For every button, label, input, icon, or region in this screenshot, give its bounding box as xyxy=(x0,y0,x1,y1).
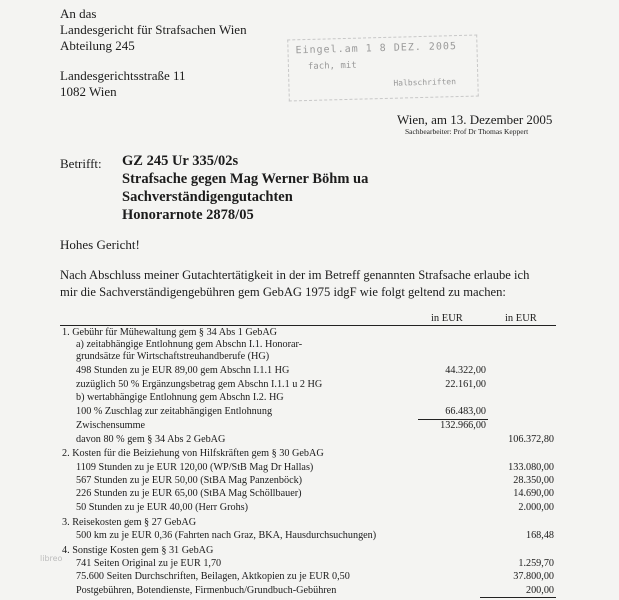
table-cell-col2: 168,48 xyxy=(525,530,554,541)
final-rule xyxy=(480,597,556,598)
watermark: libreo xyxy=(40,554,63,563)
table-row-text: 75.600 Seiten Durchschriften, Beilagen, Aktkopien zu je EUR 0,50 xyxy=(76,571,350,582)
clerk-line: Sachbearbeiter: Prof Dr Thomas Keppert xyxy=(405,127,529,136)
col2-header: in EUR xyxy=(505,313,537,324)
address-line-2: Landesgericht für Strafsachen Wien xyxy=(60,22,247,37)
subject-line-3: Sachverständigengutachten xyxy=(122,189,293,205)
table-row-text: 100 % Zuschlag zur zeitabhängigen Entlohnung xyxy=(76,406,273,417)
subject-line-2: Strafsache gegen Mag Werner Böhm ua xyxy=(122,171,369,187)
address-line-4: Landesgerichtsstraße 11 xyxy=(60,68,186,83)
table-cell-col1: 44.322,00 xyxy=(445,365,486,376)
table-cell-col2: 133.080,00 xyxy=(508,462,554,473)
table-row-text: 498 Stunden zu je EUR 89,00 gem Abschn I.1.1 HG xyxy=(76,365,290,376)
table-row-text: b) wertabhängige Entlohnung gem Abschn I.2. HG xyxy=(76,392,284,403)
subject-line-4: Honorarnote 2878/05 xyxy=(122,207,254,223)
table-row-text: zuzüglich 50 % Ergänzungsbetrag gem Abschn I.1.1 u 2 HG xyxy=(76,379,323,390)
table-row-text: grundsätze für Wirtschaftstreuhandberufe (HG) xyxy=(76,351,270,362)
table-row-text: 500 km zu je EUR 0,36 (Fahrten nach Graz, BKA, Hausdurchsuchungen) xyxy=(76,530,377,541)
table-row-text: Zwischensumme xyxy=(76,420,146,431)
subject-line-1: GZ 245 Ur 335/02s xyxy=(122,153,239,169)
place-date: Wien, am 13. Dezember 2005 xyxy=(397,112,553,127)
table-cell-col2: 1.259,70 xyxy=(518,558,554,569)
table-row-text: Postgebühren, Botendienste, Firmenbuch/Grundbuch-Gebühren xyxy=(76,585,337,596)
subject-label: Betrifft: xyxy=(60,156,102,171)
table-row-text: 3. Reisekosten gem § 27 GebAG xyxy=(62,517,197,528)
table-cell-col1: 22.161,00 xyxy=(445,379,486,390)
address-line-1: An das xyxy=(60,6,97,21)
table-cell-col2: 14.690,00 xyxy=(513,488,554,499)
intro-line-2: mir die Sachverständigengebühren gem GebAG 1975 idgF wie folgt geltend zu machen: xyxy=(60,285,506,299)
table-cell-col2: 28.350,00 xyxy=(513,475,554,486)
table-row-text: 567 Stunden zu je EUR 50,00 (StBA Mag Panzenböck) xyxy=(76,475,303,486)
table-cell-col1: 132.966,00 xyxy=(440,420,486,431)
table-row-text: 2. Kosten für die Beiziehung von Hilfskräften gem § 30 GebAG xyxy=(62,448,324,459)
table-row-text: 741 Seiten Original zu je EUR 1,70 xyxy=(76,558,222,569)
table-row-text: 226 Stunden zu je EUR 65,00 (StBA Mag Schöllbauer) xyxy=(76,488,302,499)
stamp-line-1: Eingel.am 1 8 DEZ. 2005 xyxy=(295,41,458,57)
table-cell-col2: 37.800,00 xyxy=(513,571,554,582)
col1-header: in EUR xyxy=(431,313,463,324)
address-line-5: 1082 Wien xyxy=(60,84,117,99)
table-row-text: davon 80 % gem § 34 Abs 2 GebAG xyxy=(76,434,226,445)
table-header-rule xyxy=(60,325,556,326)
table-cell-col2: 2.000,00 xyxy=(518,502,554,513)
address-line-3: Abteilung 245 xyxy=(60,38,135,53)
table-row-text: 50 Stunden zu je EUR 40,00 (Herr Grohs) xyxy=(76,502,249,513)
table-cell-col2: 200,00 xyxy=(525,585,554,596)
table-row-text: 1. Gebühr für Mühewaltung gem § 34 Abs 1 GebAG xyxy=(62,327,278,338)
stamp-line-3: Halbschriften xyxy=(393,77,457,88)
received-stamp xyxy=(287,35,479,102)
table-cell-col1: 66.483,00 xyxy=(445,406,486,417)
stamp-line-2: fach, mit xyxy=(307,60,357,72)
table-row-text: 1109 Stunden zu je EUR 120,00 (WP/StB Mag Dr Hallas) xyxy=(76,462,314,473)
salutation: Hohes Gericht! xyxy=(60,237,140,252)
table-cell-col2: 106.372,80 xyxy=(508,434,554,445)
table-row-text: 4. Sonstige Kosten gem § 31 GebAG xyxy=(62,545,214,556)
table-row-text: a) zeitabhängige Entlohnung gem Abschn I.1. Honorar- xyxy=(76,339,303,350)
intro-line-1: Nach Abschluss meiner Gutachtertätigkeit in der im Betreff genannten Strafsache erlaube ich xyxy=(60,268,530,282)
